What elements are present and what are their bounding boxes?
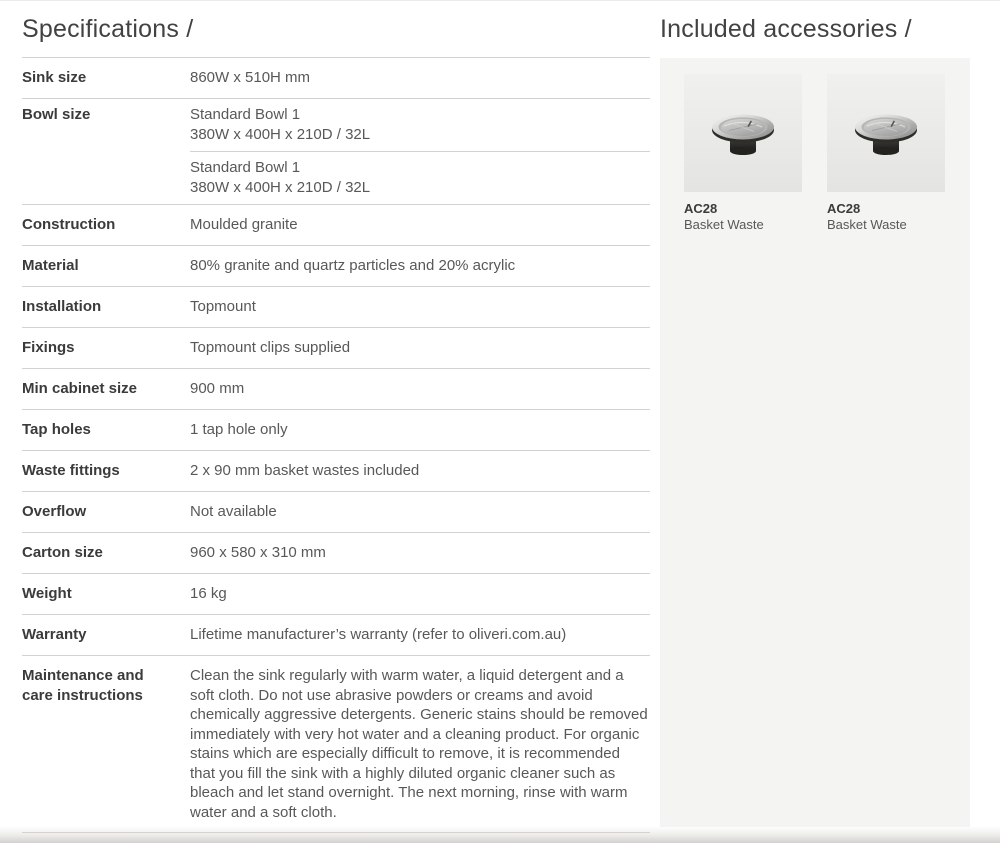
accessory-name: Basket Waste [684, 217, 764, 232]
bowl-entry-dimensions: 380W x 400H x 210D / 32L [190, 178, 371, 196]
accessory-name: Basket Waste [827, 217, 907, 232]
spec-value: 1 tap hole only [190, 421, 288, 438]
spec-row-min-cabinet-size [22, 368, 650, 409]
spec-value: Moulded granite [190, 216, 298, 233]
spec-row-overflow [22, 491, 650, 532]
spec-label: Maintenance and care instructions [22, 667, 144, 704]
spec-row-maintenance [22, 655, 650, 832]
spec-value [190, 99, 650, 204]
spec-value: Topmount clips supplied [190, 339, 351, 356]
spec-row-carton-size [22, 532, 650, 573]
spec-value: 860W x 510H mm [190, 69, 311, 86]
specifications-section [22, 0, 650, 833]
spec-label: Construction [22, 216, 116, 233]
accessories-panel [660, 58, 970, 827]
spec-label: Sink size [22, 69, 87, 86]
bowl-entry-name: Standard Bowl 1 [190, 159, 301, 176]
spec-row-installation [22, 286, 650, 327]
basket-waste-photo [684, 74, 802, 192]
spec-row-tap-holes [22, 409, 650, 450]
spec-row-material [22, 245, 650, 286]
bowl-entry [190, 151, 650, 204]
spec-label: Tap holes [22, 421, 91, 438]
spec-value: Not available [190, 503, 277, 520]
spec-value: Clean the sink regularly with warm water, a liquid detergent and a soft cloth. Do not use abrasive powders or creams and avoid chemically aggressive detergents. Generic stains should be removed immediately with very hot water and a cleaning product. For organic stains which are especially difficult to remove, it is recommended that you fill the sink with a highly diluted organic cleaner such as bleach and let stand overnight. The next morning, rinse with warm water and a soft cloth. [190, 667, 648, 821]
spec-value: 960 x 580 x 310 mm [190, 544, 326, 561]
accessory-card [827, 74, 945, 233]
spec-label: Waste fittings [22, 462, 120, 479]
spec-label: Material [22, 257, 79, 274]
accessory-card [684, 74, 802, 233]
specifications-table [22, 57, 650, 833]
spec-row-sink-size [22, 57, 650, 98]
accessory-code: AC28 [827, 201, 861, 216]
bowl-entry-dimensions: 380W x 400H x 210D / 32L [190, 125, 371, 143]
spec-value: 16 kg [190, 585, 227, 602]
accessory-code: AC28 [684, 201, 718, 216]
spec-value: 900 mm [190, 380, 245, 397]
accessory-cards [660, 58, 970, 233]
spec-row-bowl-size [22, 98, 650, 204]
spec-row-waste-fittings [22, 450, 650, 491]
spec-row-construction [22, 204, 650, 245]
accessories-section [660, 0, 970, 44]
spec-value: Lifetime manufacturer’s warranty (refer to oliveri.com.au) [190, 626, 567, 643]
spec-label: Weight [22, 585, 72, 602]
spec-label: Bowl size [22, 106, 91, 123]
spec-value: 2 x 90 mm basket wastes included [190, 462, 420, 479]
bowl-entry-name: Standard Bowl 1 [190, 106, 301, 123]
spec-label: Overflow [22, 503, 87, 520]
basket-waste-photo [827, 74, 945, 192]
bowl-entry [190, 99, 650, 151]
spec-label: Carton size [22, 544, 103, 561]
specifications-title: Specifications / [22, 15, 194, 43]
spec-label: Fixings [22, 339, 75, 356]
spec-row-warranty [22, 614, 650, 655]
spec-label: Warranty [22, 626, 87, 643]
accessories-title: Included accessories / [660, 15, 912, 43]
page-edge-shadow [0, 826, 1000, 843]
spec-value: 80% granite and quartz particles and 20% acrylic [190, 257, 516, 274]
spec-row-weight [22, 573, 650, 614]
spec-value: Topmount [190, 298, 256, 315]
spec-label: Installation [22, 298, 102, 315]
spec-row-fixings [22, 327, 650, 368]
spec-label: Min cabinet size [22, 380, 138, 397]
